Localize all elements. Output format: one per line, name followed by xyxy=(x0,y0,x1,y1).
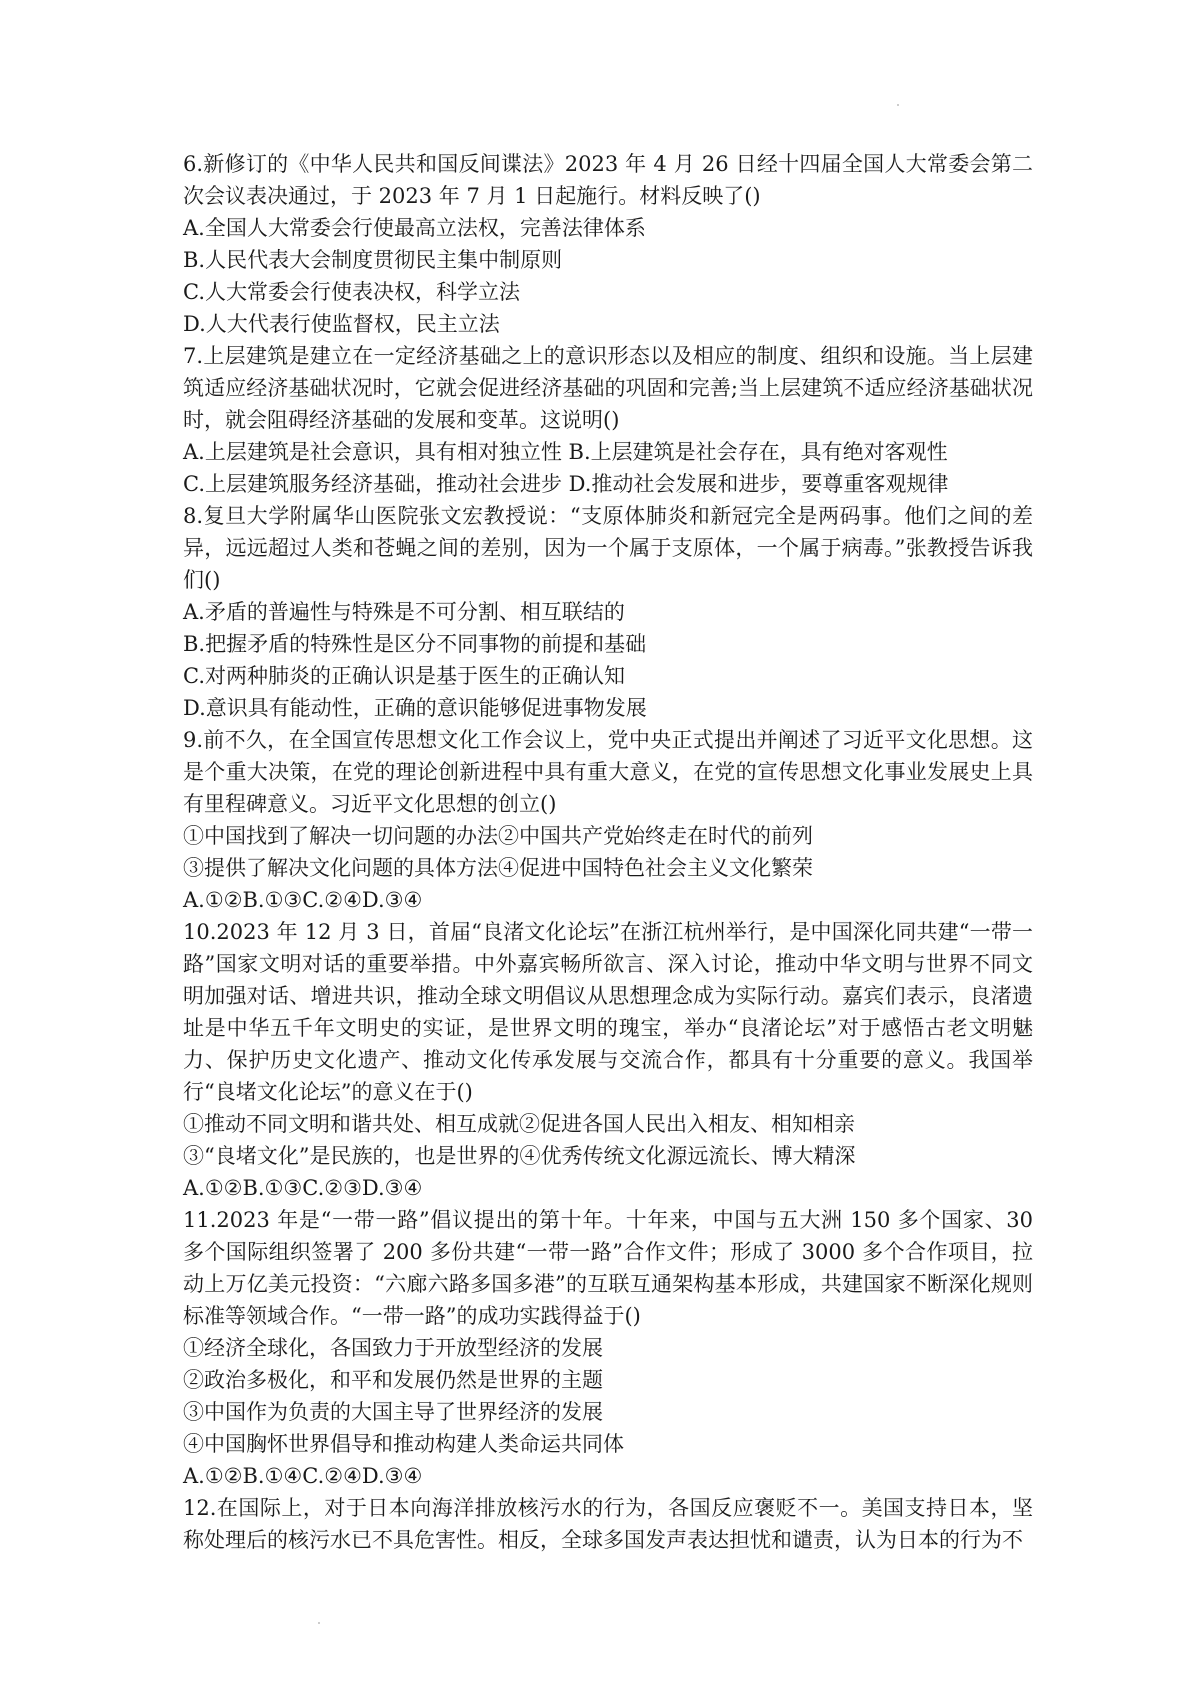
question-stem: 12.在国际上，对于日本向海洋排放核污水的行为，各国反应褒贬不一。美国支持日本，坚称处理后的核污水已不具危害性。相反，全球多国发声表达担忧和谴责，认为日本的行为不 xyxy=(183,1496,1033,1552)
option-line: A.①②B.①③C.②④D.③④ xyxy=(183,888,423,912)
question-stem: 6.新修订的《中华人民共和国反间谍法》2023 年 4 月 26 日经十四届全国人大常委会第二次会议表决通过，于 2023 年 7 月 1 日起施行。材料反映了() xyxy=(183,152,1033,208)
question-stem: 8.复旦大学附属华山医院张文宏教授说：“支原体肺炎和新冠完全是两码事。他们之间的差异，远远超过人类和苍蝇之间的差别，因为一个属于支原体，一个属于病毒。”张教授告诉我们() xyxy=(183,504,1033,592)
statement-line: ③中国作为负责的大国主导了世界经济的发展 xyxy=(183,1400,603,1424)
statement-line: ①经济全球化，各国致力于开放型经济的发展 xyxy=(183,1336,603,1360)
question-stem: 9.前不久，在全国宣传思想文化工作会议上，党中央正式提出并阐述了习近平文化思想。这是个重大决策，在党的理论创新进程中具有重大意义，在党的宣传思想文化事业发展史上具有里程碑意义。习近平文化思想的创立() xyxy=(183,728,1033,816)
scan-speck xyxy=(897,104,899,106)
question-9 xyxy=(183,724,1033,916)
option-line: A.上层建筑是社会意识，具有相对独立性 B.上层建筑是社会存在，具有绝对客观性 xyxy=(183,440,948,464)
option-line: B.人民代表大会制度贯彻民主集中制原则 xyxy=(183,248,563,272)
option-line: A.矛盾的普遍性与特殊是不可分割、相互联结的 xyxy=(183,600,625,624)
question-6 xyxy=(183,148,1033,340)
statement-line: ③提供了解决文化问题的具体方法④促进中国特色社会主义文化繁荣 xyxy=(183,856,813,880)
question-stem: 7.上层建筑是建立在一定经济基础之上的意识形态以及相应的制度、组织和设施。当上层建筑适应经济基础状况时，它就会促进经济基础的巩固和完善;当上层建筑不适应经济基础状况时，就会阻碍经济基础的发展和变革。这说明() xyxy=(183,344,1033,432)
question-8 xyxy=(183,500,1033,724)
option-line: C.对两种肺炎的正确认识是基于医生的正确认知 xyxy=(183,664,625,688)
option-line: C.上层建筑服务经济基础，推动社会进步 D.推动社会发展和进步，要尊重客观规律 xyxy=(183,472,949,496)
question-11 xyxy=(183,1204,1033,1492)
statement-line: ①推动不同文明和谐共处、相互成就②促进各国人民出入相友、相知相亲 xyxy=(183,1112,855,1136)
statement-line: ③“良堵文化”是民族的，也是世界的④优秀传统文化源远流长、博大精深 xyxy=(183,1144,856,1168)
option-line: A.全国人大常委会行使最高立法权，完善法律体系 xyxy=(183,216,646,240)
question-12 xyxy=(183,1492,1033,1556)
scan-speck xyxy=(318,1622,320,1624)
option-line: A.①②B.①④C.②④D.③④ xyxy=(183,1464,423,1488)
option-line: A.①②B.①③C.②③D.③④ xyxy=(183,1176,423,1200)
question-list xyxy=(183,148,1033,1556)
question-7 xyxy=(183,340,1033,500)
question-stem: 11.2023 年是“一带一路”倡议提出的第十年。十年来，中国与五大洲 150 多个国家、30 多个国际组织签署了 200 多份共建“一带一路”合作文件；形成了 3000 多个合作项目，拉动上万亿美元投资：“六廊六路多国多港”的互联互通架构基本形成，共建国家不断深化规则标准等领域合作。“一带一路”的成功实践得益于() xyxy=(183,1208,1033,1328)
option-line: B.把握矛盾的特殊性是区分不同事物的前提和基础 xyxy=(183,632,647,656)
option-line: C.人大常委会行使表决权，科学立法 xyxy=(183,280,520,304)
option-line: D.意识具有能动性，正确的意识能够促进事物发展 xyxy=(183,696,647,720)
statement-line: ②政治多极化，和平和发展仍然是世界的主题 xyxy=(183,1368,603,1392)
statement-line: ④中国胸怀世界倡导和推动构建人类命运共同体 xyxy=(183,1432,624,1456)
option-line: D.人大代表行使监督权，民主立法 xyxy=(183,312,500,336)
question-stem: 10.2023 年 12 月 3 日，首届“良渚文化论坛”在浙江杭州举行，是中国深化同共建“一带一路”国家文明对话的重要举措。中外嘉宾畅所欲言、深入讨论，推动中华文明与世界不同文明加强对话、增进共识，推动全球文明倡议从思想理念成为实际行动。嘉宾们表示，良渚遗址是中华五千年文明史的实证，是世界文明的瑰宝，举办“良渚论坛”对于感悟古老文明魅力、保护历史文化遗产、推动文化传承发展与交流合作，都具有十分重要的意义。我国举行“良堵文化论坛”的意义在于() xyxy=(183,920,1033,1104)
statement-line: ①中国找到了解决一切问题的办法②中国共产党始终走在时代的前列 xyxy=(183,824,813,848)
question-10 xyxy=(183,916,1033,1204)
